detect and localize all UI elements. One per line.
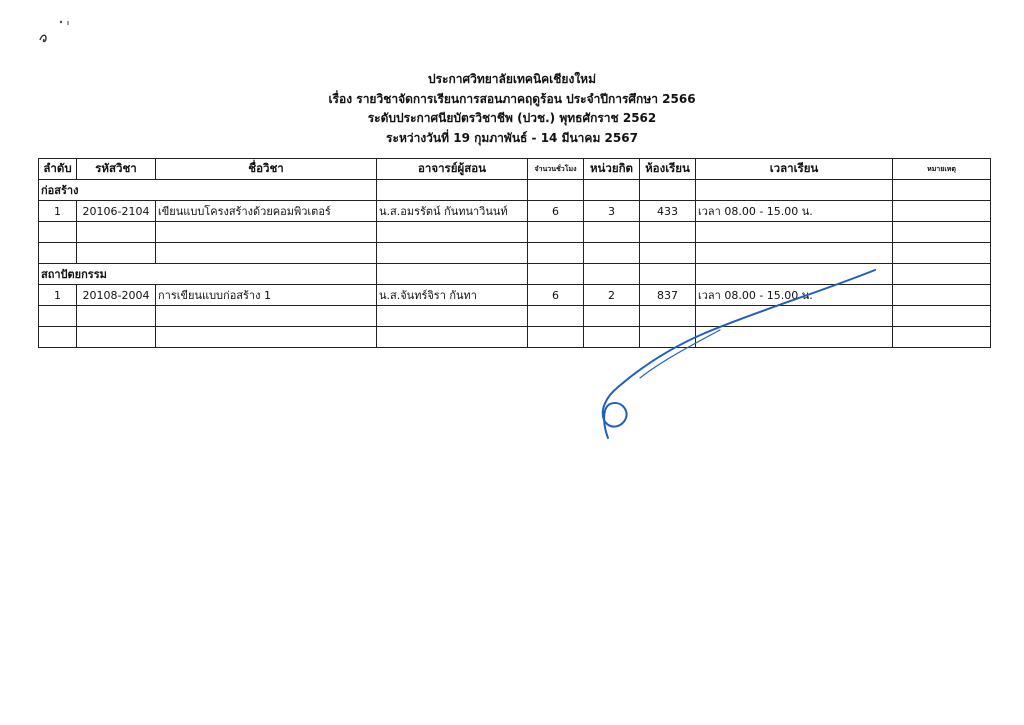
empty-cell xyxy=(584,180,640,201)
col-header-credits: หน่วยกิต xyxy=(584,159,640,180)
group-name: ก่อสร้าง xyxy=(39,180,377,201)
cell-room: 433 xyxy=(640,201,696,222)
cell-teacher: น.ส.จันทร์จิรา กันทา xyxy=(377,285,528,306)
empty-cell xyxy=(640,180,696,201)
cell-room: 837 xyxy=(640,285,696,306)
empty-row xyxy=(39,243,991,264)
empty-cell xyxy=(893,180,991,201)
cell-subject: การเขียนแบบก่อสร้าง 1 xyxy=(156,285,377,306)
cell-credits: 3 xyxy=(584,201,640,222)
table-row xyxy=(39,285,991,306)
empty-cell xyxy=(528,264,584,285)
cell-time: เวลา 08.00 - 15.00 น. xyxy=(696,285,893,306)
table-row xyxy=(39,201,991,222)
empty-row xyxy=(39,306,991,327)
col-header-hours: จำนวนชั่วโมง xyxy=(528,159,584,180)
group-name: สถาปัตยกรรม xyxy=(39,264,377,285)
handwritten-page-mark xyxy=(36,18,76,48)
empty-cell xyxy=(640,264,696,285)
col-header-subject: ชื่อวิชา xyxy=(156,159,377,180)
table-header-row xyxy=(39,159,991,180)
col-header-room: ห้องเรียน xyxy=(640,159,696,180)
col-header-no: ลำดับ xyxy=(39,159,77,180)
header-date-range: ระหว่างวันที่ 19 กุมภาพันธ์ - 14 มีนาคม 2567 xyxy=(386,130,638,145)
col-header-code: รหัสวิชา xyxy=(77,159,156,180)
cell-no: 1 xyxy=(39,201,77,222)
empty-cell xyxy=(377,264,528,285)
cell-hours: 6 xyxy=(528,285,584,306)
empty-cell xyxy=(696,180,893,201)
empty-cell xyxy=(893,264,991,285)
cell-code: 20106-2104 xyxy=(77,201,156,222)
group-row-architecture xyxy=(39,264,991,285)
empty-cell xyxy=(377,180,528,201)
empty-cell xyxy=(696,264,893,285)
empty-cell xyxy=(528,180,584,201)
document-header xyxy=(0,70,1024,148)
empty-row xyxy=(39,327,991,348)
group-row-construction xyxy=(39,180,991,201)
cell-teacher: น.ส.อมรรัตน์ กันทนาวินนท์ xyxy=(377,201,528,222)
cell-subject: เขียนแบบโครงสร้างด้วยคอมพิวเตอร์ xyxy=(156,201,377,222)
col-header-teacher: อาจารย์ผู้สอน xyxy=(377,159,528,180)
cell-note xyxy=(893,201,991,222)
header-level: ระดับประกาศนียบัตรวิชาชีพ (ปวช.) พุทธศักราช 2562 xyxy=(367,111,657,125)
cell-code: 20108-2004 xyxy=(77,285,156,306)
cell-credits: 2 xyxy=(584,285,640,306)
course-schedule-table xyxy=(38,158,991,348)
header-institution: ประกาศวิทยาลัยเทคนิคเชียงใหม่ xyxy=(427,72,597,86)
cell-no: 1 xyxy=(39,285,77,306)
empty-row xyxy=(39,222,991,243)
cell-hours: 6 xyxy=(528,201,584,222)
empty-cell xyxy=(584,264,640,285)
cell-note xyxy=(893,285,991,306)
cell-time: เวลา 08.00 - 15.00 น. xyxy=(696,201,893,222)
col-header-time: เวลาเรียน xyxy=(696,159,893,180)
col-header-note: หมายเหตุ xyxy=(893,159,991,180)
header-subject: เรื่อง รายวิชาจัดการเรียนการสอนภาคฤดูร้อน ประจำปีการศึกษา 2566 xyxy=(328,91,696,106)
